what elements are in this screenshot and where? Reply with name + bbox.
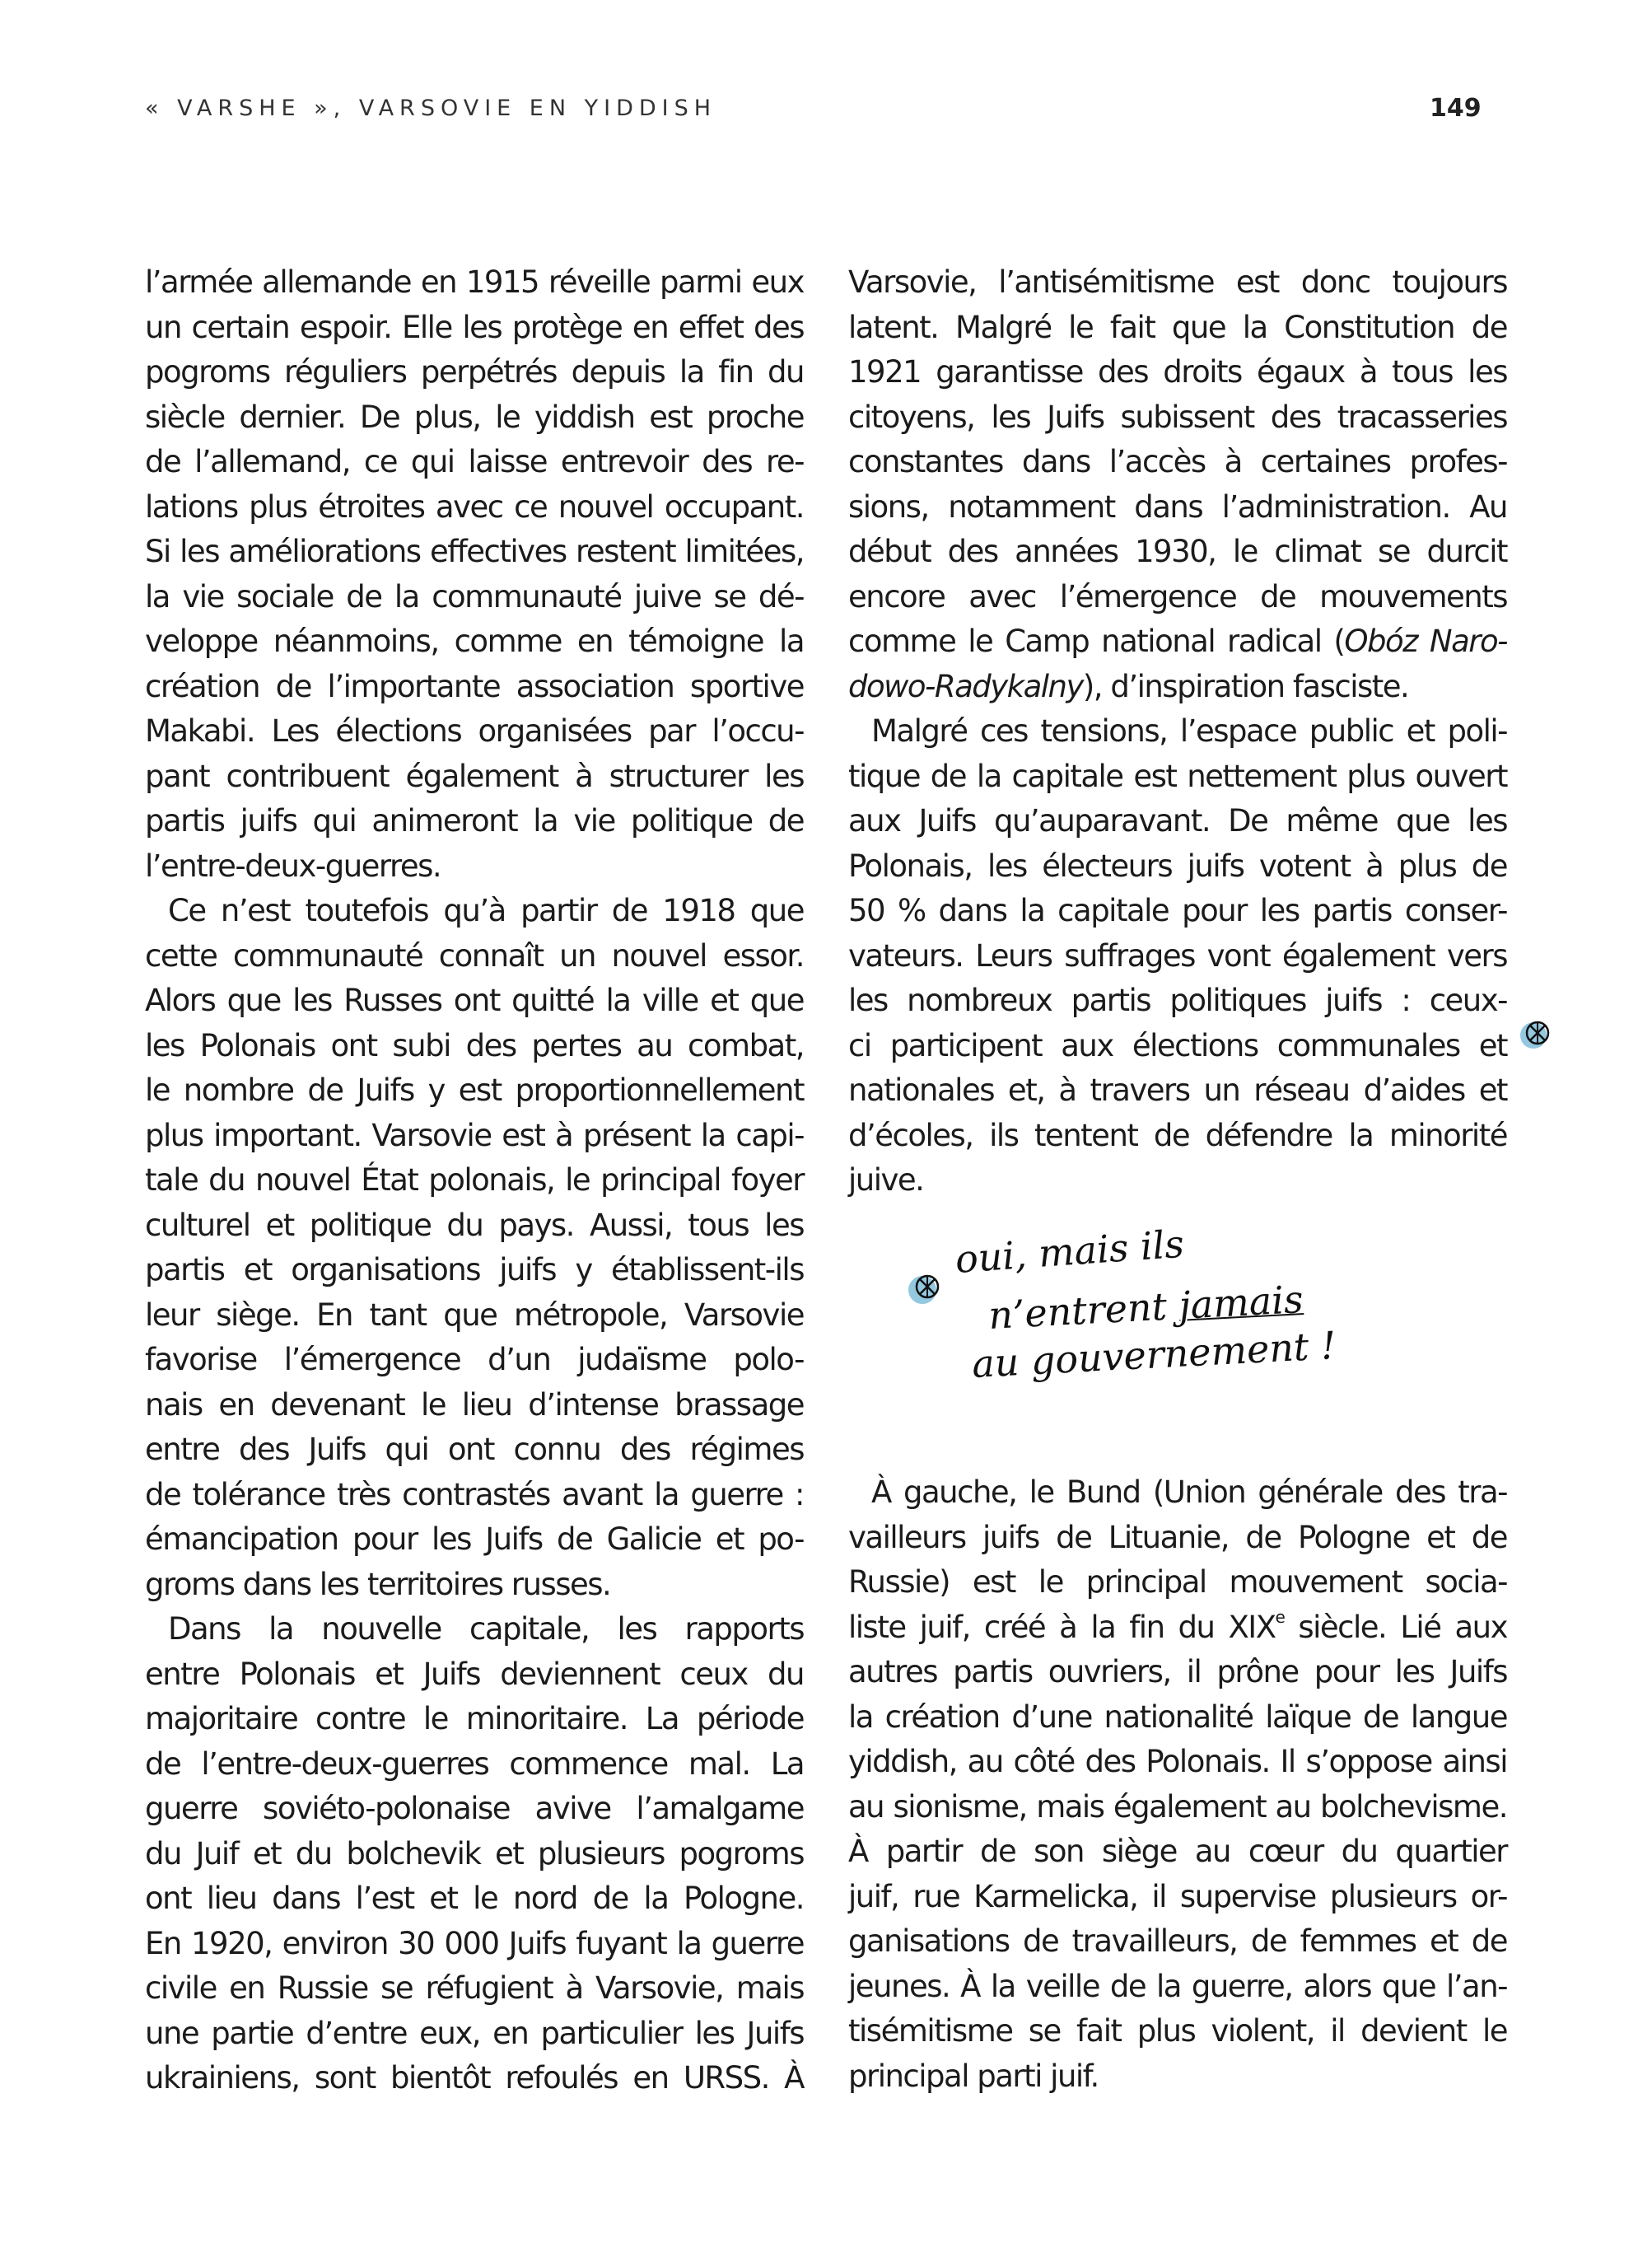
note-line-3: au gouvernement !: [970, 1322, 1337, 1387]
text-line: À partir de son siège au cœur du quartier: [848, 1834, 1507, 1869]
text-line: tisémitisme se fait plus violent, il devient le: [848, 2013, 1507, 2049]
text-line: pant contribuent également à structurer les: [145, 758, 804, 794]
text-line: entre Polonais et Juifs deviennent ceux du: [145, 1656, 804, 1692]
text-line: sions, notamment dans l’administration. Au: [848, 488, 1507, 525]
text-line: l’entre-deux-guerres.: [145, 848, 441, 884]
text-line: leur siège. En tant que métropole, Varsovie: [145, 1297, 804, 1333]
text-line: nais en devenant le lieu d’intense brassage: [145, 1386, 804, 1423]
text-line: la création d’une nationalité laïque de langue: [848, 1699, 1507, 1735]
text-line: latent. Malgré le fait que la Constitution de: [848, 309, 1507, 345]
text-line: l’armée allemande en 1915 réveille parmi eux: [145, 264, 804, 300]
text-line: majoritaire contre le minoritaire. La période: [145, 1701, 804, 1736]
text-line: 1921 garantisse des droits égaux à tous les: [848, 354, 1507, 390]
right-column-bottom: [848, 1470, 1507, 2099]
text-line: au sionisme, mais également au bolchevisme.: [848, 1788, 1507, 1825]
text-line: Ce n’est toutefois qu’à partir de 1918 que: [168, 893, 804, 928]
text-line: création de l’importante association sportive: [145, 668, 804, 704]
text-line: Alors que les Russes ont quitté la ville et que: [145, 983, 804, 1018]
text-line: le nombre de Juifs y est proportionnellement: [145, 1072, 804, 1108]
text-line: yiddish, au côté des Polonais. Il s’oppose ainsi: [848, 1744, 1507, 1779]
text-line: comme le Camp national radical (Obóz Naro-: [848, 624, 1507, 659]
text-line: favorise l’émergence d’un judaïsme polo-: [145, 1342, 804, 1377]
annotation-marker-icon: [1517, 1016, 1555, 1054]
text-line: autres partis ouvriers, il prône pour les Juifs: [848, 1654, 1507, 1689]
text-line: du Juif et du bolchevik et plusieurs pogroms: [145, 1835, 804, 1872]
text-line: plus important. Varsovie est à présent la capi-: [145, 1117, 804, 1153]
text-line: aux Juifs qu’auparavant. De même que les: [848, 803, 1507, 839]
text-line: les Polonais ont subi des pertes au combat,: [145, 1027, 804, 1063]
text-line: principal parti juif.: [848, 2058, 1099, 2094]
right-column-top: [848, 260, 1507, 1203]
text-line: ganisations de travailleurs, de femmes et de: [848, 1923, 1507, 1959]
annotation-marker-icon: [906, 1269, 945, 1308]
text-line: Polonais, les électeurs juifs votent à plus de: [848, 848, 1507, 884]
text-line: guerre soviéto-polonaise avive l’amalgame: [145, 1791, 804, 1826]
text-line: tale du nouvel État polonais, le principal foyer: [145, 1162, 804, 1198]
text-line: Si les améliorations effectives restent limitées,: [145, 534, 804, 569]
text-line: liste juif, créé à la fin du XIXe siècle. Lié aux: [848, 1607, 1507, 1645]
text-line: culturel et politique du pays. Aussi, tous les: [145, 1207, 804, 1243]
text-line: jeunes. À la veille de la guerre, alors que l’an-: [848, 1968, 1507, 2004]
text-line: début des années 1930, le climat se durcit: [848, 534, 1507, 569]
text-line: vailleurs juifs de Lituanie, de Pologne et de: [848, 1519, 1507, 1555]
text-line: Dans la nouvelle capitale, les rapports: [168, 1611, 804, 1647]
running-head: « VARSHE », VARSOVIE EN YIDDISH: [145, 96, 717, 121]
note-line-2: n’entrent jamais: [987, 1277, 1304, 1338]
text-line: ci participent aux élections communales et: [848, 1027, 1507, 1063]
text-line: une partie d’entre eux, en particulier les Juifs: [145, 2015, 804, 2051]
text-line: les nombreux partis politiques juifs : ceux-: [848, 983, 1507, 1018]
text-line: pogroms réguliers perpétrés depuis la fin du: [145, 354, 804, 390]
text-line: un certain espoir. Elle les protège en effet des: [145, 309, 804, 345]
text-line: 50 % dans la capitale pour les partis conser-: [848, 893, 1507, 928]
text-line: À gauche, le Bund (Union générale des tra-: [871, 1474, 1507, 1510]
text-line: de tolérance très contrastés avant la guerre :: [145, 1476, 804, 1512]
text-line: partis juifs qui animeront la vie politique de: [145, 803, 804, 839]
text-line: partis et organisations juifs y établissent-ils: [145, 1252, 804, 1287]
text-line: constantes dans l’accès à certaines profes-: [848, 444, 1507, 479]
note-line-1: oui, mais ils: [954, 1221, 1186, 1282]
text-line: dowo-Radykalny), d’inspiration fasciste.: [848, 668, 1409, 704]
text-line: siècle dernier. De plus, le yiddish est proche: [145, 399, 804, 435]
text-line: émancipation pour les Juifs de Galicie et po-: [145, 1521, 804, 1557]
text-line: tique de la capitale est nettement plus ouvert: [848, 758, 1507, 794]
text-line: juive.: [848, 1162, 924, 1198]
text-line: d’écoles, ils tentent de défendre la minorité: [848, 1117, 1507, 1153]
text-line: de l’allemand, ce qui laisse entrevoir des re-: [145, 444, 804, 479]
text-line: En 1920, environ 30 000 Juifs fuyant la guerre: [145, 1925, 804, 1961]
text-line: ukrainiens, sont bientôt refoulés en URSS. À: [145, 2060, 804, 2096]
text-line: Russie) est le principal mouvement socia-: [848, 1564, 1507, 1600]
text-line: Makabi. Les élections organisées par l’occu-: [145, 713, 804, 749]
text-line: la vie sociale de la communauté juive se dé-: [145, 578, 804, 614]
text-line: nationales et, à travers un réseau d’aides et: [848, 1072, 1507, 1108]
handwritten-note: [906, 1221, 1367, 1433]
text-line: Varsovie, l’antisémitisme est donc toujours: [848, 264, 1507, 300]
text-line: vateurs. Leurs suffrages vont également vers: [848, 937, 1507, 974]
text-line: juif, rue Karmelicka, il supervise plusieurs or-: [848, 1878, 1507, 1914]
text-line: veloppe néanmoins, comme en témoigne la: [145, 624, 804, 659]
text-line: de l’entre-deux-guerres commence mal. La: [145, 1745, 804, 1782]
text-line: lations plus étroites avec ce nouvel occupant.: [145, 488, 804, 525]
text-line: groms dans les territoires russes.: [145, 1566, 611, 1602]
text-line: entre des Juifs qui ont connu des régimes: [145, 1432, 804, 1467]
text-line: civile en Russie se réfugient à Varsovie, mais: [145, 1970, 804, 2006]
text-line: ont lieu dans l’est et le nord de la Pologne.: [145, 1881, 804, 1916]
text-line: citoyens, les Juifs subissent des tracasseries: [848, 399, 1507, 435]
text-line: encore avec l’émergence de mouvements: [848, 578, 1507, 614]
note-underlined-word: jamais: [1178, 1277, 1304, 1328]
page-number: 149: [1430, 94, 1482, 123]
text-line: cette communauté connaît un nouvel essor.: [145, 937, 804, 974]
text-line: Malgré ces tensions, l’espace public et poli-: [871, 713, 1507, 749]
left-column: [145, 260, 804, 2101]
